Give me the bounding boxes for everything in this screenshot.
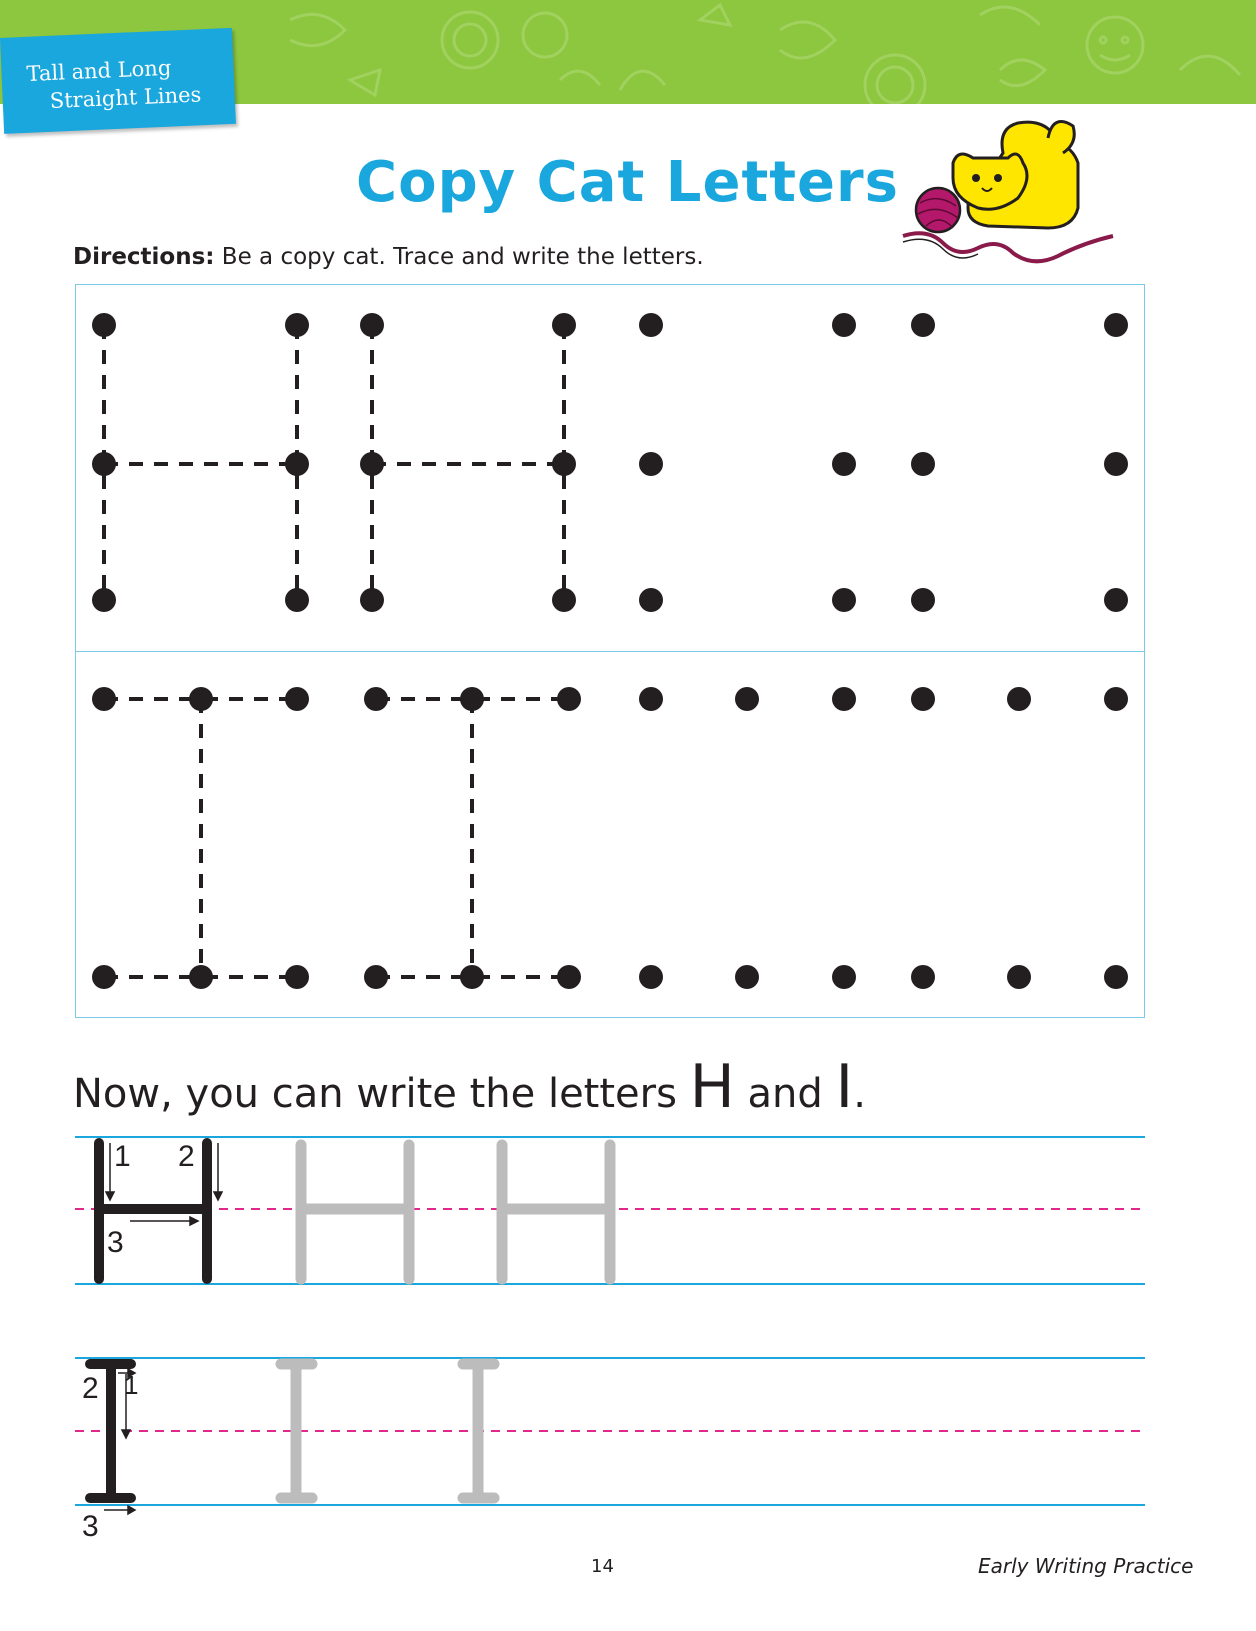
- book-title: Early Writing Practice: [978, 1554, 1194, 1578]
- h-stroke-number-2: 2: [178, 1140, 195, 1173]
- practice-letter-h: H: [689, 1052, 735, 1122]
- h-stroke-number-1: 1: [114, 1140, 131, 1173]
- tab-line-1: Tall and Long: [26, 55, 172, 86]
- directions-text: Be a copy cat. Trace and write the letters.: [214, 244, 704, 270]
- practice-prefix: Now, you can write the letters: [73, 1071, 690, 1117]
- i-stroke-number-3: 3: [82, 1510, 99, 1543]
- practice-letter-i: I: [835, 1052, 854, 1122]
- h-stroke-number-3: 3: [107, 1226, 124, 1259]
- i-stroke-number-1: 1: [124, 1370, 139, 1400]
- i-stroke-number-2: 2: [82, 1372, 99, 1405]
- practice-suffix: .: [853, 1071, 866, 1117]
- trace-letter-h-1: [301, 1145, 409, 1279]
- page-title: Copy Cat Letters: [356, 150, 899, 215]
- practice-middle: and: [734, 1071, 836, 1117]
- directions-label: Directions:: [73, 244, 215, 270]
- trace-letter-h-2: [502, 1145, 610, 1279]
- page-number: 14: [591, 1556, 614, 1577]
- tab-line-2: Straight Lines: [49, 82, 202, 113]
